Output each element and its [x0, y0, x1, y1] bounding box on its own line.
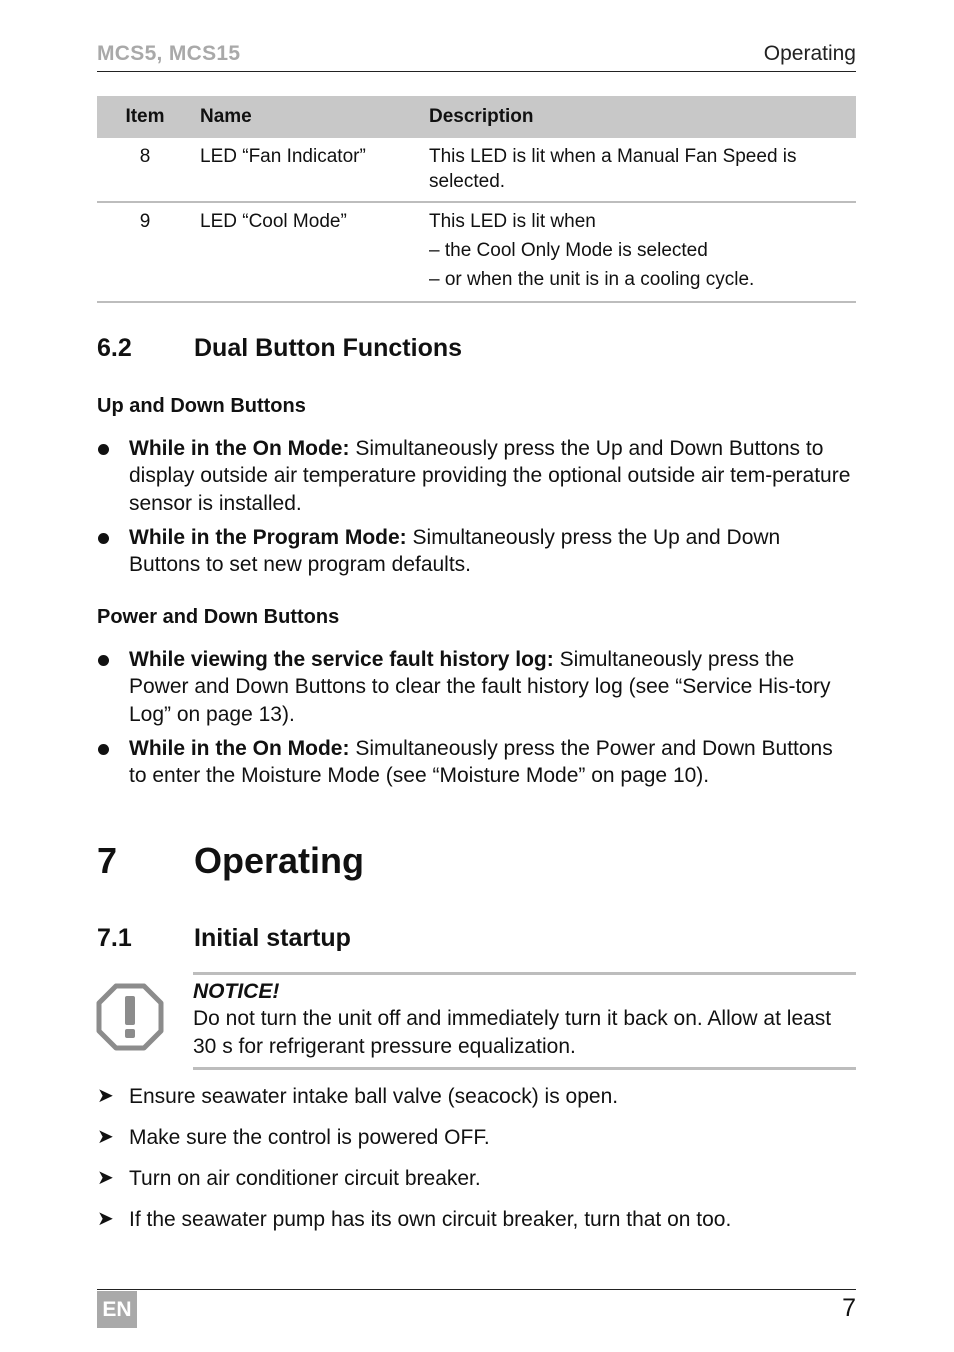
footer-rule: [97, 1289, 856, 1290]
notice-title: NOTICE!: [193, 980, 280, 1003]
item-lead: While viewing the service fault history log:: [129, 648, 554, 671]
item-lead: While in the Program Mode:: [129, 525, 407, 549]
col-name: Name: [193, 96, 429, 138]
language-badge: EN: [97, 1291, 137, 1328]
step-text: If the seawater pump has its own circuit breaker, turn that on too.: [129, 1208, 732, 1231]
table-row: [97, 138, 856, 202]
bullet-dot-icon: [98, 744, 109, 755]
chapter-number: 7: [97, 840, 118, 881]
list-item: [97, 1124, 856, 1165]
list-item: [97, 646, 856, 728]
header-rule: [97, 71, 856, 72]
led-table: [97, 96, 856, 303]
section-7-1-heading: [97, 924, 856, 956]
col-item: Item: [97, 96, 193, 138]
list-item: [97, 1206, 856, 1247]
description-line: – the Cool Only Mode is selected: [429, 240, 708, 261]
chapter-7-heading: [97, 840, 856, 884]
bullet-list-up-down: [97, 435, 856, 585]
section-number: 7.1: [97, 924, 132, 952]
list-item: [97, 1083, 856, 1124]
cell-description: [429, 202, 856, 302]
arrow-right-icon: ➤: [97, 1085, 114, 1107]
description-line: – or when the unit is in a cooling cycle.: [429, 269, 755, 290]
description-line: This LED is lit when: [429, 211, 596, 232]
subheading-power-down: Power and Down Buttons: [97, 606, 340, 628]
item-text: Simultaneously press the Power and Down Buttons to enter the Moisture Mode (see “Moisture Mode” on page 10).: [129, 736, 833, 788]
arrow-right-icon: ➤: [97, 1126, 114, 1148]
table-header-row: [97, 96, 856, 138]
list-item: [97, 735, 856, 790]
arrow-right-icon: ➤: [97, 1167, 114, 1189]
cell-name: LED “Cool Mode”: [193, 202, 429, 302]
section-title: Initial startup: [194, 924, 351, 952]
chapter-title: Operating: [194, 840, 365, 881]
step-text: Ensure seawater intake ball valve (seacock) is open.: [129, 1085, 619, 1108]
list-item: [97, 435, 856, 517]
warning-octagon-icon: [96, 983, 164, 1051]
section-6-2-heading: [97, 334, 856, 366]
notice-text: Do not turn the unit off and immediately turn it back on. Allow at least 30 s for refrigerant pressure equalization.: [193, 1007, 832, 1058]
item-lead: While in the On Mode:: [129, 736, 350, 760]
bullet-list-power-down: [97, 646, 856, 796]
cell-name: LED “Fan Indicator”: [193, 138, 429, 202]
item-text: Simultaneously press the Power and Down Buttons to clear the fault history log (see “Service His-tory Log” on page 13).: [129, 648, 831, 726]
col-description: Description: [429, 96, 856, 138]
header-section: Operating: [763, 42, 856, 65]
arrow-right-icon: ➤: [97, 1208, 114, 1230]
table-row: [97, 202, 856, 302]
header-product: MCS5, MCS15: [97, 42, 241, 65]
cell-item: 9: [97, 202, 193, 302]
startup-steps: [97, 1083, 856, 1247]
item-text: Simultaneously press the Up and Down Buttons to display outside air temperature providing the optional outside air tem-perature sensor is installed.: [129, 437, 851, 515]
notice-box: [193, 978, 856, 1060]
list-item: [97, 524, 856, 579]
section-title: Dual Button Functions: [194, 334, 463, 362]
item-lead: While in the On Mode:: [129, 437, 350, 460]
cell-item: 8: [97, 138, 193, 202]
step-text: Turn on air conditioner circuit breaker.: [129, 1167, 481, 1190]
item-text: Simultaneously press the Up and Down Buttons to set new program defaults.: [129, 525, 781, 577]
subheading-up-down: Up and Down Buttons: [97, 395, 306, 417]
description-line: This LED is lit when a Manual Fan Speed is selected.: [429, 146, 797, 192]
bullet-dot-icon: [98, 655, 109, 666]
bullet-dot-icon: [98, 444, 109, 455]
cell-description: [429, 138, 856, 202]
list-item: [97, 1165, 856, 1206]
bullet-dot-icon: [98, 533, 109, 544]
step-text: Make sure the control is powered OFF.: [129, 1126, 490, 1149]
notice-top-rule: [193, 972, 856, 975]
notice-bottom-rule: [193, 1067, 856, 1070]
section-number: 6.2: [97, 334, 132, 362]
page-number: 7: [842, 1294, 856, 1322]
